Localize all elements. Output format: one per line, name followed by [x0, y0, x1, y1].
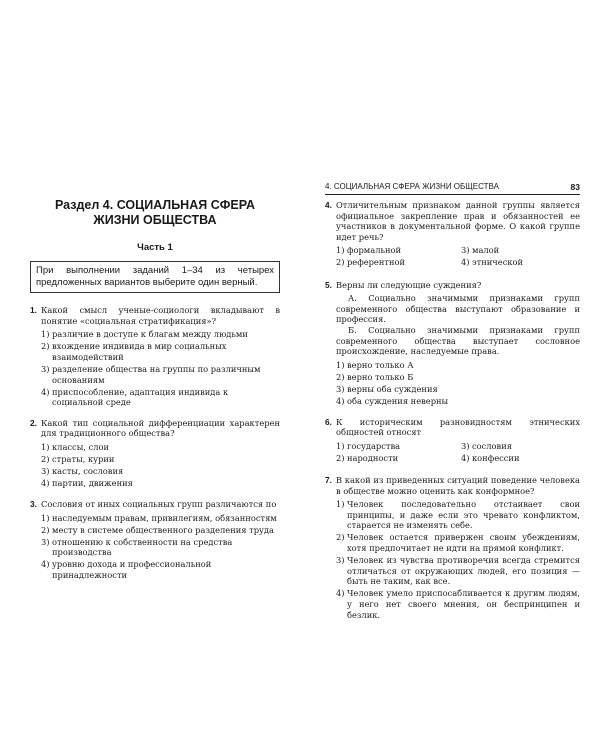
question-6 — [325, 417, 580, 465]
option-text: отношению к собственности на средства производства — [52, 536, 233, 558]
option-number: 2) — [41, 341, 50, 352]
option-number: 1) — [41, 329, 50, 340]
answer-option — [41, 525, 280, 536]
option-number: 1) — [336, 359, 345, 370]
question-2 — [30, 418, 280, 489]
question-text: Какой смысл ученые-социологи вкладывают в понятие «социальная стратификация»? — [41, 305, 280, 326]
option-number: 4) — [336, 396, 345, 406]
answer-option — [461, 453, 580, 464]
answer-option — [461, 257, 580, 268]
answer-option — [461, 441, 580, 452]
option-number: 1) — [41, 442, 50, 453]
option-text: Человек умело приспосабливается к другим людям, у него нет своего мнения, он беспринципен и безлик. — [347, 588, 580, 620]
option-text: сословия — [472, 440, 512, 451]
question-5 — [325, 280, 580, 407]
option-text: малой — [472, 245, 500, 256]
option-number: 4) — [41, 386, 50, 397]
option-text: верны оба суждения — [347, 383, 438, 394]
option-number: 1) — [41, 512, 50, 523]
option-text: верно только Б — [347, 371, 414, 382]
option-number: 3) — [336, 555, 345, 566]
option-number: 3) — [461, 245, 470, 256]
answer-option — [336, 396, 580, 407]
page-number: 83 — [570, 182, 580, 192]
question-number: 6. — [325, 416, 332, 427]
statement-a: А. Социально значимыми признаками групп современного общества выступают образование и профессия. — [336, 293, 580, 325]
option-text: партии, движения — [52, 478, 133, 489]
question-1 — [30, 305, 280, 408]
answer-option — [41, 513, 280, 524]
option-text: оба суждения неверны — [347, 396, 449, 406]
option-text: формальной — [347, 245, 402, 256]
instruction-box: При выполнении заданий 1–34 из четырех предложенных вариантов выберите один верный. — [30, 261, 280, 293]
option-number: 4) — [41, 478, 50, 489]
question-3 — [30, 499, 280, 581]
option-number: 3) — [41, 466, 50, 477]
option-number: 4) — [336, 588, 345, 599]
option-text: государства — [347, 440, 401, 451]
answer-option — [41, 454, 280, 465]
option-number: 2) — [41, 454, 50, 465]
option-number: 2) — [336, 452, 345, 463]
option-text: месту в системе общественного разделения труда — [52, 524, 274, 535]
section-title-line2: ЖИЗНИ ОБЩЕСТВА — [93, 213, 217, 227]
option-text: Человек последовательно отстаивает свои принципы, и даже если это чревато конфликтом, старается не изменять себе. — [347, 499, 580, 531]
option-text: различие в доступе к благам между людьми — [52, 329, 248, 340]
question-text: Верны ли следующие суждения? — [336, 279, 482, 290]
answer-option — [41, 329, 280, 340]
answer-option — [461, 245, 580, 256]
option-number: 1) — [336, 245, 345, 256]
answer-option — [336, 441, 455, 452]
option-number: 3) — [41, 363, 50, 374]
question-number: 1. — [30, 305, 37, 315]
answer-option — [336, 555, 580, 587]
option-text: этнической — [472, 257, 524, 268]
section-title-line1: Раздел 4. СОЦИАЛЬНАЯ СФЕРА — [55, 198, 255, 212]
option-number: 2) — [336, 532, 345, 543]
option-text: касты, сословия — [52, 466, 124, 477]
option-text: вхождение индивида в мир социальных взаимодействий — [52, 341, 227, 362]
option-text: верно только А — [347, 359, 414, 370]
option-number: 4) — [41, 559, 50, 570]
answer-option — [41, 387, 280, 408]
option-number: 1) — [336, 499, 345, 510]
question-text: Какой тип социальной дифференциации характерен для традиционного общества? — [41, 417, 280, 439]
option-text: разделение общества на группы по различным основаниям — [52, 363, 261, 385]
question-text: Сословия от иных социальных групп различаются по — [41, 498, 277, 509]
option-number: 4) — [461, 257, 470, 268]
left-column — [30, 198, 280, 591]
option-text: народности — [347, 452, 399, 463]
question-number: 2. — [30, 417, 37, 428]
question-number: 4. — [325, 200, 332, 210]
answer-option — [336, 360, 580, 371]
question-number: 5. — [325, 279, 332, 290]
question-7 — [325, 475, 580, 620]
option-text: страты, курии — [52, 454, 115, 465]
question-text: К историческим разновидностям этнических общностей относят — [336, 416, 580, 438]
answer-option — [336, 372, 580, 383]
option-text: Человек из чувства противоречия всегда стремится отличаться от окружающих людей, его позиция — быть не таким, как все. — [347, 555, 580, 587]
answer-option — [336, 532, 580, 553]
question-text: Отличительным признаком данной группы является официальное закрепление прав и обязанностей ее участников в документальной форме. О какой группе идет речь? — [336, 200, 580, 242]
answer-option — [41, 559, 280, 580]
running-header — [325, 182, 580, 195]
answer-option — [41, 478, 280, 489]
option-text: классы, слои — [52, 442, 110, 453]
option-text: Человек остается привержен своим убеждениям, хотя предпочитает не идти на прямой конфликт. — [347, 532, 580, 554]
answer-option — [336, 499, 580, 531]
answer-option — [41, 364, 280, 385]
answer-option — [41, 341, 280, 362]
answer-option — [336, 384, 580, 395]
question-4 — [325, 200, 580, 270]
answer-option — [41, 537, 280, 558]
section-title — [30, 198, 280, 228]
option-number: 2) — [41, 524, 50, 535]
right-column — [325, 200, 580, 630]
question-number: 3. — [30, 498, 37, 509]
option-text: конфессии — [472, 452, 520, 463]
option-text: приспособление, адаптация индивида к социальной среде — [52, 386, 229, 408]
option-number: 3) — [336, 383, 345, 394]
answer-option — [336, 588, 580, 620]
answer-option — [336, 257, 455, 268]
option-number: 4) — [461, 452, 470, 463]
option-number: 3) — [461, 440, 470, 451]
option-number: 1) — [336, 440, 345, 451]
running-title: 4. СОЦИАЛЬНАЯ СФЕРА ЖИЗНИ ОБЩЕСТВА — [325, 182, 499, 191]
option-number: 2) — [336, 371, 345, 382]
part-title: Часть 1 — [137, 242, 173, 253]
option-text: уровню дохода и профессиональной принадлежности — [52, 559, 212, 580]
answer-option — [336, 245, 455, 256]
answer-option — [41, 442, 280, 453]
option-number: 3) — [41, 536, 50, 547]
option-number: 2) — [336, 257, 345, 268]
question-text: В какой из приведенных ситуаций поведение человека в обществе можно оценить как конформное? — [336, 474, 580, 496]
option-text: наследуемым правам, привилегиям, обязанностям — [52, 512, 277, 523]
answer-option — [336, 453, 455, 464]
statement-b: Б. Социально значимыми признаками групп современного общества выступает сословное происхождение, наследуемые права. — [336, 324, 580, 357]
answer-option — [41, 466, 280, 477]
option-text: референтной — [347, 257, 406, 268]
question-number: 7. — [325, 474, 332, 485]
